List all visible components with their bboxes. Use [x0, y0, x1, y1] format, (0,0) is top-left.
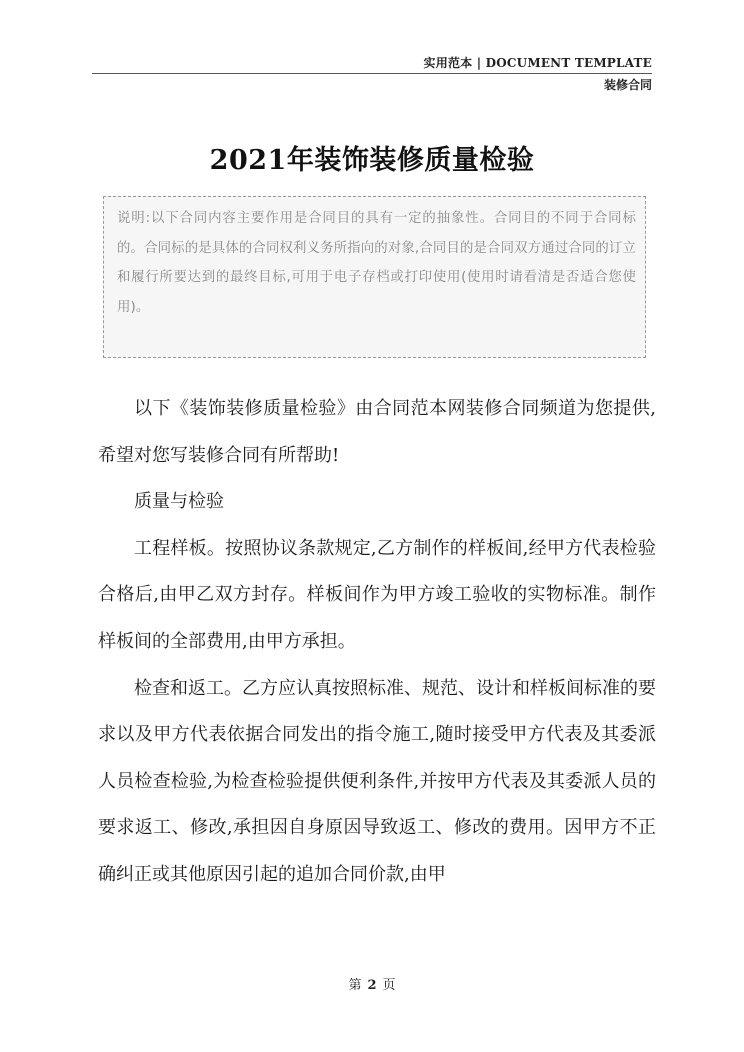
- page-footer: [0, 974, 744, 993]
- usage-note-box: [103, 196, 646, 358]
- footer-prefix: 第: [348, 978, 362, 993]
- header-document-template-label: 实用范本 | DOCUMENT TEMPLATE: [423, 56, 652, 70]
- header-divider: [92, 73, 652, 74]
- body-paragraph-intro: 以下《装饰装修质量检验》由合同范本网装修合同频道为您提供,希望对您写装修合同有所帮助!: [98, 398, 656, 466]
- header-category-label: 装修合同: [603, 78, 652, 92]
- section-heading-quality: 质量与检验: [134, 491, 224, 513]
- body-paragraph-inspection: 检查和返工。乙方应认真按照标准、规范、设计和样板间标准的要求以及甲方代表依据合同发出的指令施工,随时接受甲方代表及其委派人员检查检验,为检查检验提供便利条件,并按甲方代表及其委派人员的要求返工、修改,承担因自身原因导致返工、修改的费用。因甲方不正确纠正或其他原因引起的追加合同价款,由甲: [98, 677, 656, 885]
- page-number: 2: [367, 978, 377, 993]
- document-body: [98, 386, 656, 899]
- footer-suffix: 页: [382, 978, 396, 993]
- document-title: 2021年装饰装修质量检验: [209, 145, 535, 176]
- body-paragraph-sample: 工程样板。按照协议条款规定,乙方制作的样板间,经甲方代表检验合格后,由甲乙双方封存。样板间作为甲方竣工验收的实物标准。制作样板间的全部费用,由甲方承担。: [98, 537, 656, 652]
- usage-note-text: 说明:以下合同内容主要作用是合同目的具有一定的抽象性。合同目的不同于合同标的。合同标的是具体的合同权利义务所指向的对象,合同目的是合同双方通过合同的订立和履行所要达到的最终目标,可用于电子存档或打印使用(使用时请看清是否适合您使用)。: [117, 211, 636, 315]
